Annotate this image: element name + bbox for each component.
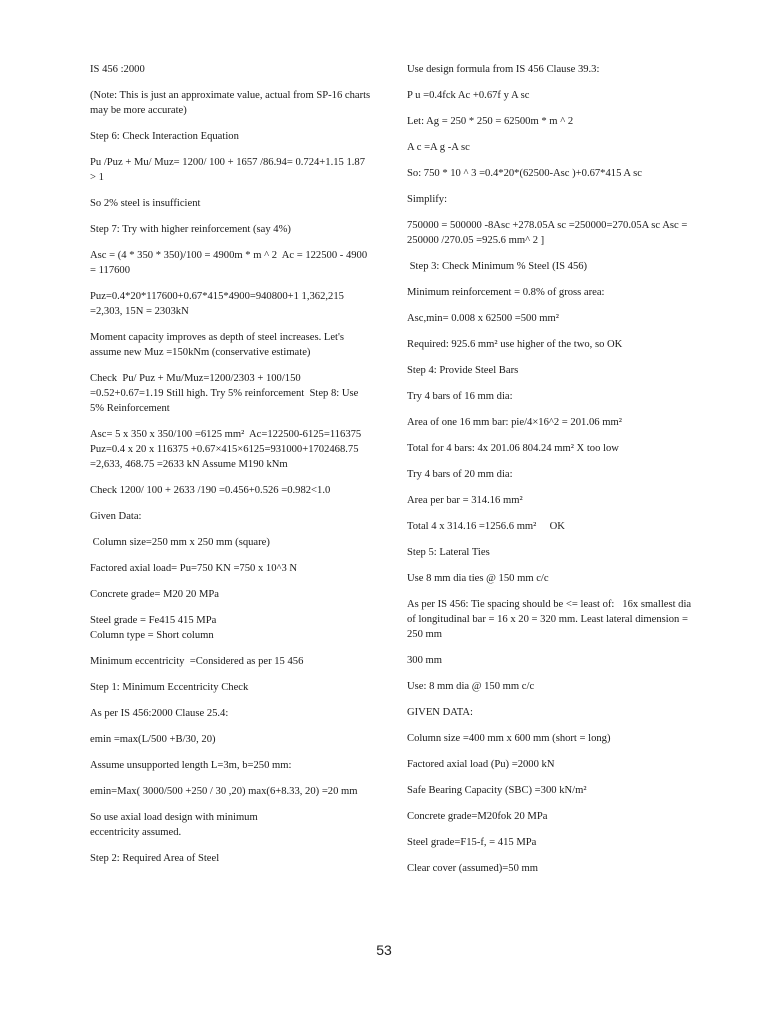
paragraph: Use: 8 mm dia @ 150 mm c/c — [407, 681, 535, 692]
paragraph: Asc = (4 * 350 * 350)/100 = 4900m * m ^ 2 Ac = 122500 - 4900 = 117600 — [90, 250, 370, 276]
paragraph: Pu /Puz + Mu/ Muz= 1200/ 100 + 1657 /86.94= 0.724+1.15 1.87 > 1 — [90, 157, 368, 183]
paragraph: Total for 4 bars: 4x 201.06 804.24 mm² X too low — [407, 443, 619, 454]
paragraph: Check 1200/ 100 + 2633 /190 =0.456+0.526 =0.982<1.0 — [90, 485, 331, 496]
paragraph: Total 4 x 314.16 =1256.6 mm² OK — [407, 521, 565, 532]
paragraph: Try 4 bars of 20 mm dia: — [407, 469, 513, 480]
paragraph: GIVEN DATA: — [407, 707, 473, 718]
paragraph: Area of one 16 mm bar: pie/4×16^2 = 201.06 mm² — [407, 417, 622, 428]
paragraph: So use axial load design with minimum eccentricity assumed. — [90, 812, 258, 838]
paragraph: Step 5: Lateral Ties — [407, 547, 490, 558]
paragraph: Step 7: Try with higher reinforcement (say 4%) — [90, 224, 291, 235]
paragraph: Try 4 bars of 16 mm dia: — [407, 391, 513, 402]
paragraph: Simplify: — [407, 194, 448, 205]
paragraph: Required: 925.6 mm² use higher of the two, so OK — [407, 339, 623, 350]
right-column — [407, 62, 697, 887]
paragraph: Minimum reinforcement = 0.8% of gross area: — [407, 287, 605, 298]
paragraph: Factored axial load= Pu=750 KN =750 x 10^3 N — [90, 563, 298, 574]
paragraph: Column size =400 mm x 600 mm (short = long) — [407, 733, 611, 744]
page-number: 53 — [376, 942, 392, 958]
paragraph: Step 3: Check Minimum % Steel (IS 456) — [407, 261, 588, 272]
paragraph: Step 2: Required Area of Steel — [90, 853, 220, 864]
paragraph: So: 750 * 10 ^ 3 =0.4*20*(62500-Asc )+0.67*415 A sc — [407, 168, 642, 179]
paragraph: So 2% steel is insufficient — [90, 198, 201, 209]
paragraph: Use 8 mm dia ties @ 150 mm c/c — [407, 573, 549, 584]
paragraph: Safe Bearing Capacity (SBC) =300 kN/m² — [407, 785, 587, 796]
paragraph: 750000 = 500000 -8Asc +278.05A sc =250000=270.05A sc Asc = 250000 /270.05 =925.6 mm^ 2 ] — [407, 220, 690, 246]
paragraph: Use design formula from IS 456 Clause 39.3: — [407, 64, 600, 75]
paragraph: Step 1: Minimum Eccentricity Check — [90, 682, 249, 693]
paragraph: Steel grade = Fe415 415 MPa Column type = Short column — [90, 615, 217, 641]
paragraph: Steel grade=F15-f, = 415 MPa — [407, 837, 537, 848]
paragraph: Factored axial load (Pu) =2000 kN — [407, 759, 555, 770]
paragraph: P u =0.4fck Ac +0.67f y A sc — [407, 90, 530, 101]
paragraph: A c =A g -A sc — [407, 142, 470, 153]
paragraph: Asc= 5 x 350 x 350/100 =6125 mm² Ac=122500-6125=116375 Puz=0.4 x 20 x 116375 +0.67×415×6125=931000+1702468.75 =2,633, 468.75 =2633 kN Assume M190 kNm — [90, 429, 367, 470]
paragraph: Let: Ag = 250 * 250 = 62500m * m ^ 2 — [407, 116, 574, 127]
paragraph: Area per bar = 314.16 mm² — [407, 495, 523, 506]
paragraph: As per IS 456: Tie spacing should be <= least of: 16x smallest dia of longitudinal bar = 16 x 20 = 320 mm. Least lateral dimension = 250 mm — [407, 599, 694, 640]
paragraph: Column size=250 mm x 250 mm (square) — [90, 537, 270, 548]
paragraph: Minimum eccentricity =Considered as per 15 456 — [90, 656, 304, 667]
paragraph: Asc,min= 0.008 x 62500 =500 mm² — [407, 313, 559, 324]
paragraph: emin=Max( 3000/500 +250 / 30 ,20) max(6+8.33, 20) =20 mm — [90, 786, 358, 797]
paragraph: Puz=0.4*20*117600+0.67*415*4900=940800+1 1,362,215 =2,303, 15N = 2303kN — [90, 291, 347, 317]
paragraph: (Note: This is just an approximate value, actual from SP-16 charts may be more accurate) — [90, 90, 373, 116]
paragraph: Step 6: Check Interaction Equation — [90, 131, 239, 142]
paragraph: emin =max(L/500 +B/30, 20) — [90, 734, 216, 745]
paragraph: Concrete grade= M20 20 MPa — [90, 589, 219, 600]
paragraph: Given Data: — [90, 511, 142, 522]
left-column — [90, 62, 372, 877]
paragraph: Clear cover (assumed)=50 mm — [407, 863, 538, 874]
paragraph: Moment capacity improves as depth of steel increases. Let's assume new Muz =150kNm (conservative estimate) — [90, 332, 347, 358]
paragraph: Concrete grade=M20fok 20 MPa — [407, 811, 548, 822]
paragraph: IS 456 :2000 — [90, 64, 145, 75]
paragraph: 300 mm — [407, 655, 443, 666]
paragraph: Assume unsupported length L=3m, b=250 mm: — [90, 760, 292, 771]
paragraph: As per IS 456:2000 Clause 25.4: — [90, 708, 229, 719]
paragraph: Check Pu/ Puz + Mu/Muz=1200/2303 + 100/150 =0.52+0.67=1.19 Still high. Try 5% reinforcement Step 8: Use 5% Reinforcement — [90, 373, 359, 414]
paragraph: Step 4: Provide Steel Bars — [407, 365, 519, 376]
